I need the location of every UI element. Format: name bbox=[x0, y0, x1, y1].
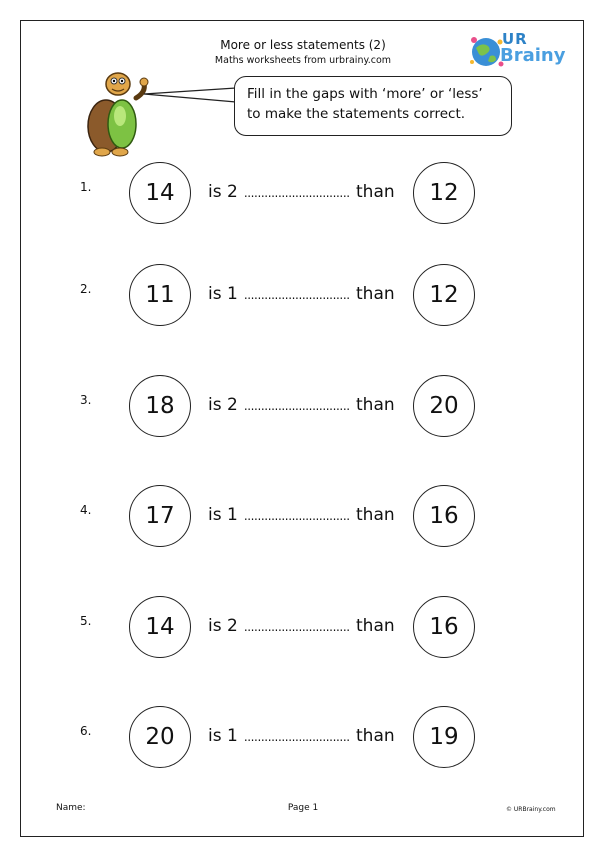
right-number: 12 bbox=[429, 282, 459, 308]
logo-text-brainy: Brainy bbox=[500, 45, 566, 66]
right-number-circle bbox=[413, 375, 475, 437]
question-number: 3. bbox=[80, 393, 92, 407]
than-word: than bbox=[356, 182, 395, 202]
difference-text: is 2 bbox=[208, 395, 238, 415]
right-number: 12 bbox=[429, 180, 459, 206]
statement-row bbox=[0, 706, 606, 776]
page-number: Page 1 bbox=[287, 803, 319, 813]
answer-blank[interactable]: ............................... bbox=[243, 730, 350, 744]
question-number: 1. bbox=[80, 180, 92, 194]
logo-text-ur: UR bbox=[502, 30, 528, 48]
question-number: 6. bbox=[80, 724, 92, 738]
statement-text bbox=[208, 616, 356, 636]
question-number: 2. bbox=[80, 282, 92, 296]
right-number-circle bbox=[413, 264, 475, 326]
answer-blank[interactable]: ............................... bbox=[243, 620, 350, 634]
answer-blank[interactable]: ............................... bbox=[243, 186, 350, 200]
than-word: than bbox=[356, 726, 395, 746]
answer-blank[interactable]: ............................... bbox=[243, 399, 350, 413]
than-word: than bbox=[356, 616, 395, 636]
difference-text: is 1 bbox=[208, 505, 238, 525]
left-number: 18 bbox=[145, 393, 175, 419]
question-number: 5. bbox=[80, 614, 92, 628]
left-number-circle bbox=[129, 375, 191, 437]
statement-text bbox=[208, 505, 356, 525]
statement-row bbox=[0, 162, 606, 232]
difference-text: is 1 bbox=[208, 726, 238, 746]
left-number-circle bbox=[129, 162, 191, 224]
name-label: Name: bbox=[56, 803, 86, 813]
urbrainy-logo bbox=[466, 28, 566, 76]
page-title: More or less statements (2) bbox=[220, 38, 386, 52]
than-word: than bbox=[356, 505, 395, 525]
left-number: 20 bbox=[145, 724, 175, 750]
speech-bubble-tail bbox=[140, 80, 240, 110]
difference-text: is 1 bbox=[208, 284, 238, 304]
than-word: than bbox=[356, 395, 395, 415]
left-number-circle bbox=[129, 706, 191, 768]
right-number-circle bbox=[413, 706, 475, 768]
left-number: 14 bbox=[145, 614, 175, 640]
right-number-circle bbox=[413, 596, 475, 658]
statement-row bbox=[0, 596, 606, 666]
difference-text: is 2 bbox=[208, 182, 238, 202]
left-number-circle bbox=[129, 485, 191, 547]
statement-text bbox=[208, 182, 356, 202]
answer-blank[interactable]: ............................... bbox=[243, 288, 350, 302]
statement-text bbox=[208, 284, 356, 304]
copyright-text: © URBrainy.com bbox=[506, 806, 556, 813]
statement-row bbox=[0, 264, 606, 334]
than-word: than bbox=[356, 284, 395, 304]
statement-text bbox=[208, 726, 356, 746]
right-number-circle bbox=[413, 485, 475, 547]
statement-row bbox=[0, 375, 606, 445]
instruction-bubble: Fill in the gaps with ‘more’ or ‘less’ to make the statements correct. bbox=[234, 76, 512, 136]
right-number: 16 bbox=[429, 614, 459, 640]
difference-text: is 2 bbox=[208, 616, 238, 636]
question-number: 4. bbox=[80, 503, 92, 517]
right-number-circle bbox=[413, 162, 475, 224]
right-number: 20 bbox=[429, 393, 459, 419]
statement-text bbox=[208, 395, 356, 415]
left-number-circle bbox=[129, 264, 191, 326]
left-number: 17 bbox=[145, 503, 175, 529]
answer-blank[interactable]: ............................... bbox=[243, 509, 350, 523]
right-number: 19 bbox=[429, 724, 459, 750]
left-number: 11 bbox=[145, 282, 175, 308]
page-subtitle: Maths worksheets from urbrainy.com bbox=[214, 55, 392, 66]
left-number: 14 bbox=[145, 180, 175, 206]
left-number-circle bbox=[129, 596, 191, 658]
right-number: 16 bbox=[429, 503, 459, 529]
statement-row bbox=[0, 485, 606, 555]
